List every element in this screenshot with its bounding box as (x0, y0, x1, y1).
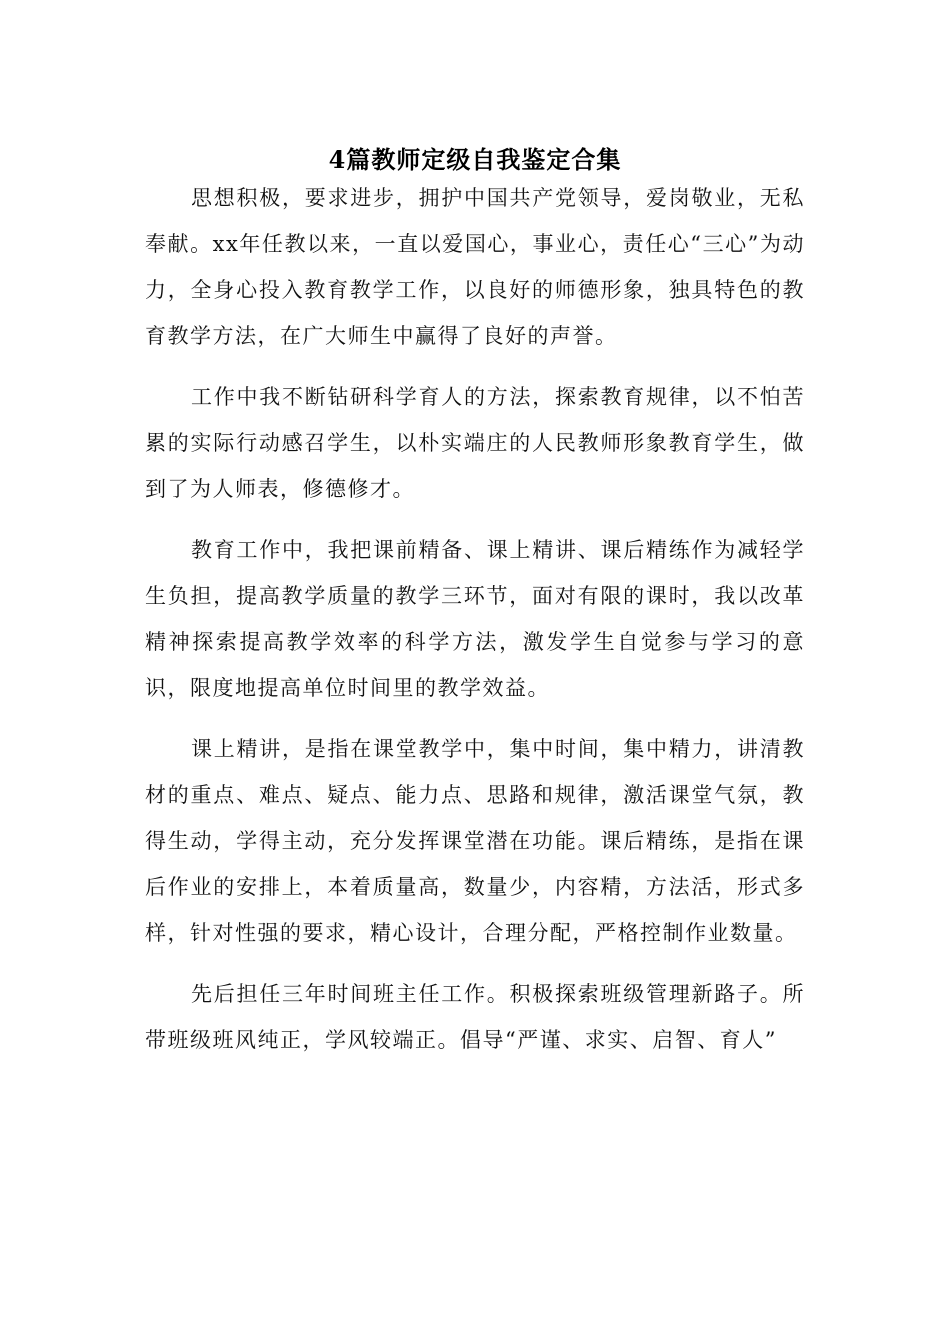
paragraph-4: 课上精讲，是指在课堂教学中，集中时间，集中精力，讲清教材的重点、难点、疑点、能力点、思路和规律，激活课堂气氛，教得生动，学得主动，充分发挥课堂潜在功能。课后精练，是指在课后作业的安排上，本着质量高，数量少，内容精，方法活，形式多样，针对性强的要求，精心设计，合理分配，严格控制作业数量。 (145, 737, 805, 945)
document-title: 4篇教师定级自我鉴定合集 (328, 145, 622, 174)
document-body (145, 175, 805, 1078)
paragraph-3: 教育工作中，我把课前精备、课上精讲、课后精练作为减轻学生负担，提高教学质量的教学三环节，面对有限的课时，我以改革精神探索提高教学效率的科学方法，激发学生自觉参与学习的意识，限度地提高单位时间里的教学效益。 (145, 538, 805, 700)
paragraph-5: 先后担任三年时间班主任工作。积极探索班级管理新路子。所带班级班风纯正，学风较端正。倡导“严谨、求实、启智、育人” (145, 982, 805, 1052)
paragraph-2: 工作中我不断钻研科学育人的方法，探索教育规律，以不怕苦累的实际行动感召学生，以朴实端庄的人民教师形象教育学生，做到了为人师表，修德修才。 (145, 385, 805, 501)
paragraph-1: 思想积极，要求进步，拥护中国共产党领导，爱岗敬业，无私奉献。xx年任教以来，一直以爱国心，事业心，责任心“三心”为动力，全身心投入教育教学工作，以良好的师德形象，独具特色的教育教学方法，在广大师生中赢得了良好的声誉。 (145, 186, 805, 348)
